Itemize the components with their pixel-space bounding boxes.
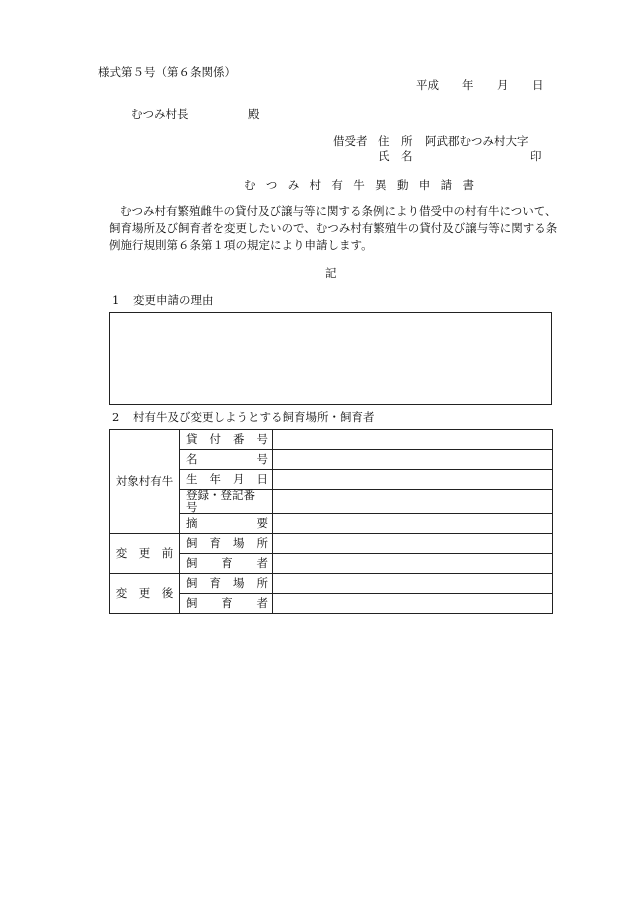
section-2-number: 2 — [112, 410, 120, 424]
name-label-cell: 名 号 — [180, 450, 273, 470]
target-cattle-cell: 対象村有牛 — [110, 430, 180, 534]
addressee-honorific: 殿 — [248, 107, 260, 121]
keeper-before-value[interactable] — [273, 554, 553, 574]
keeper-label-after: 飼 育 者 — [180, 594, 273, 614]
address-label: 住 所 — [378, 134, 413, 148]
name-label: 氏 名 — [378, 149, 413, 163]
document-title: むつみ村有牛異動申請書 — [244, 178, 485, 192]
before-change-cell: 変 更 前 — [110, 534, 180, 574]
table-row — [110, 430, 553, 450]
birth-date-value[interactable] — [273, 470, 553, 490]
date-day: 日 — [532, 78, 544, 92]
body-line-1: むつみ村有繁殖雌牛の貸付及び譲与等に関する条例により借受中の村有牛について、 — [120, 204, 557, 218]
seal-mark: 印 — [530, 149, 542, 163]
place-before-value[interactable] — [273, 534, 553, 554]
place-label-before: 飼 育 場 所 — [180, 534, 273, 554]
date-era: 平成 — [416, 78, 439, 92]
form-number: 様式第５号（第６条関係） — [98, 65, 236, 79]
registration-label: 登録・登記番号 — [180, 490, 273, 514]
section-2-label: 村有牛及び変更しようとする飼育場所・飼育者 — [133, 410, 375, 424]
date-month: 月 — [497, 78, 509, 92]
loan-number-label: 貸 付 番 号 — [180, 430, 273, 450]
remarks-value[interactable] — [273, 514, 553, 534]
reason-input-box[interactable] — [109, 312, 552, 405]
section-1-label: 変更申請の理由 — [133, 293, 214, 307]
body-line-3: 例施行規則第６条第１項の規定により申請します。 — [109, 238, 373, 252]
cattle-name-value[interactable] — [273, 450, 553, 470]
table-row — [110, 574, 553, 594]
loan-number-value[interactable] — [273, 430, 553, 450]
address-value: 阿武郡むつみ村大字 — [425, 134, 529, 148]
after-change-cell: 変 更 後 — [110, 574, 180, 614]
date-year: 年 — [462, 78, 474, 92]
registration-value[interactable] — [273, 490, 553, 514]
place-label-after: 飼 育 場 所 — [180, 574, 273, 594]
cattle-table — [109, 429, 553, 614]
keeper-after-value[interactable] — [273, 594, 553, 614]
table-row — [110, 534, 553, 554]
place-after-value[interactable] — [273, 574, 553, 594]
body-line-2: 飼育場所及び飼育者を変更したいので、むつみ村有繁殖牛の貸付及び譲与等に関する条 — [109, 221, 558, 235]
record-mark: 記 — [325, 266, 337, 280]
applicant-role: 借受者 — [333, 134, 368, 148]
section-1-number: 1 — [112, 293, 120, 307]
remarks-label: 摘 要 — [180, 514, 273, 534]
keeper-label-before: 飼 育 者 — [180, 554, 273, 574]
addressee-name: むつみ村長 — [131, 107, 189, 121]
birth-date-label: 生 年 月 日 — [180, 470, 273, 490]
